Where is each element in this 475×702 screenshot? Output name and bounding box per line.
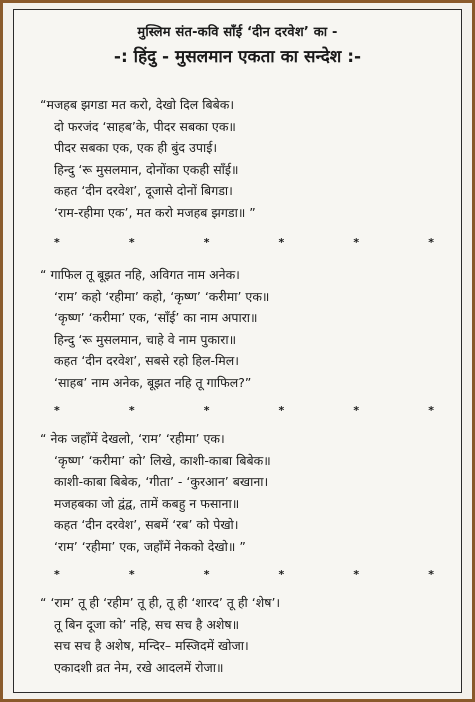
verse-line: “ गाफिल तू बूझत नहि, अविगत नाम अनेक। <box>40 267 240 282</box>
verse-line: “ ‘राम’ तू ही ‘रहीम’ तू ही, तू ही ‘शारद’ तू ही ‘शेष’। <box>40 595 281 610</box>
stanza-3 <box>40 428 447 557</box>
verse-line: ‘राम’ कहो ‘रहीमा’ कहो, ‘कृष्ण’ ‘करीमा’ एक॥ <box>54 288 270 304</box>
separator-star: * <box>353 236 360 249</box>
verse-line: हिन्दु ‘रू मुसलमान, चाहे वे नाम पुकारा॥ <box>54 331 237 347</box>
verse-line: काशी-काबा बिबेक, ‘गीता’ - ‘कुरआन’ बखाना। <box>54 474 269 489</box>
separator-star: * <box>278 236 285 249</box>
separator-star: * <box>54 404 60 417</box>
verse-line: ‘राम’ ‘रहीमा’ एक, जहाँमें नेकको देखो॥ ” <box>54 538 246 554</box>
separator-star: * <box>428 568 434 581</box>
verse-line: पीदर सबका एक, एक ही बुंद उपाई। <box>54 140 218 155</box>
verse-line: ‘कृष्ण’ ‘करीमा’ को’ लिखे, काशी-काबा बिबेक॥ <box>54 452 271 468</box>
separator-star: * <box>128 404 135 417</box>
verse-line: ‘साहब’ नाम अनेक, बूझत नहि तू गाफिल?” <box>54 374 252 390</box>
separator-star: * <box>278 404 285 417</box>
separator-2 <box>54 404 434 417</box>
separator-star: * <box>353 568 360 581</box>
separator-star: * <box>54 568 60 581</box>
separator-star: * <box>128 236 135 249</box>
separator-star: * <box>203 568 210 581</box>
separator-star: * <box>203 236 210 249</box>
separator-star: * <box>203 404 210 417</box>
stanza-4 <box>40 592 447 678</box>
separator-star: * <box>54 236 60 249</box>
stanza-2 <box>40 264 447 393</box>
content-panel <box>13 9 462 693</box>
verse-line: ‘कृष्ण’ ‘करीमा’ एक, ‘साँई’ का नाम अपारा॥ <box>54 310 258 325</box>
separator-3 <box>54 568 434 581</box>
main-title: -: हिंदु - मुसलमान एकता का सन्देश :- <box>113 47 362 67</box>
verse-line: हिन्दु ‘रू मुसलमान, दोनोंका एकही साँई॥ <box>54 161 239 177</box>
verse-line: सच सच है अशेष, मन्दिर– मस्जिदमें खोजा। <box>54 638 249 653</box>
verse-line: मजहबका जो द्वंद्व, तामें कबहु न फसाना॥ <box>54 495 240 511</box>
separator-star: * <box>428 236 434 249</box>
verse-line: कहत ‘दीन दरवेश’, सबसे रहो हिल-मिल। <box>54 353 239 368</box>
subtitle-heading: मुस्लिम संत-कवि साँई ‘दीन दरवेश’ का - <box>137 25 338 40</box>
verse-line: तू बिन दूजा को’ नहि, सच सच है अशेष॥ <box>54 616 240 632</box>
verse-line: दो फरजंद ‘साहब’के, पीदर सबका एक॥ <box>54 118 236 134</box>
separator-star: * <box>278 568 285 581</box>
verse-line: कहत ‘दीन दरवेश’, सबमें ‘रब’ को पेखो। <box>54 517 239 532</box>
separator-1 <box>54 236 434 249</box>
separator-star: * <box>128 568 135 581</box>
verse-line: “मजहब झगडा मत करो, देखो दिल बिबेक। <box>40 97 235 112</box>
verse-line: एकादशी व्रत नेम, रखे आदलमें रोजा॥ <box>54 659 224 675</box>
separator-star: * <box>353 404 360 417</box>
separator-star: * <box>428 404 434 417</box>
verse-line: कहत ‘दीन दरवेश’, दूजासे दोनों बिगडा। <box>54 183 233 198</box>
verse-line: ‘राम-रहीमा एक’, मत करो मजहब झगडा॥ ” <box>54 204 256 220</box>
verse-line: “ नेक जहाँमें देखलो, ‘राम’ ‘रहीमा’ एक। <box>40 431 225 446</box>
stanza-1 <box>40 94 447 223</box>
